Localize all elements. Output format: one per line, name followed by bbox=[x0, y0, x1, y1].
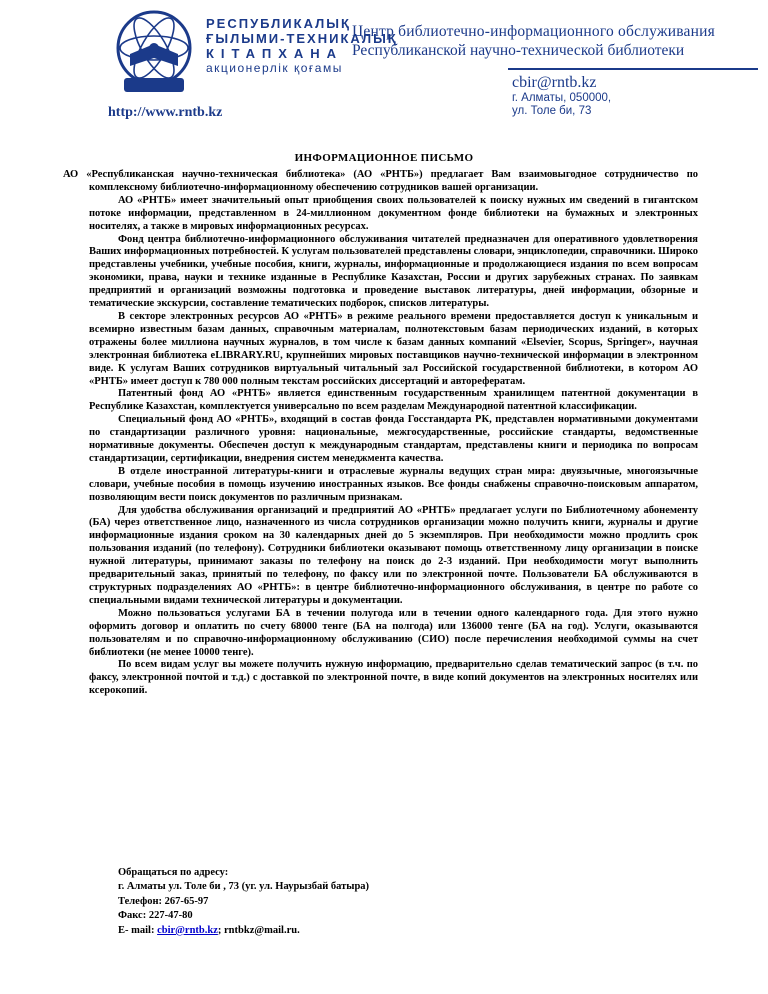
address-heading: Обращаться по адресу: bbox=[118, 867, 229, 878]
paragraph-experience: АО «РНТБ» имеет значительный опыт приобщения своих пользователей к поиску нужных им сведений в гигантском потоке информации, представленном в 24-миллионном документном фонде библиотеки на бумажных и электронных носителях, а также в мировых информационных ресурсах. bbox=[89, 194, 698, 232]
letterhead bbox=[0, 0, 768, 125]
email-link[interactable]: cbir@rntb.kz bbox=[157, 924, 218, 936]
address-fax: Факс: 227-47-80 bbox=[118, 910, 193, 922]
center-title-line-1: Центр библиотечно-информационного обслуживания bbox=[352, 23, 715, 40]
org-line-4: акционерлік қоғамы bbox=[206, 61, 343, 75]
address-email-line bbox=[118, 924, 518, 938]
paragraph-electronic-resources: В секторе электронных ресурсов АО «РНТБ» в режиме реального времени предоставляется доступ к уникальным и всемирно известным базам данных, справочным материалам, полнотекстовым базам периодических изданий, в которых отражены более миллиона научных журналов, в том числе к базам данных компаний «Elsevier, Scopus, Springer», научная электронная библиотека eLIBRARY.RU, крупнейших мировых поставщиков научно-технической информации в электронном виде. К услугам Ваших сотрудников виртуальный читальный зал Российской государственной библиотеки, в котором АО «РНТБ» имеет доступ к 780 000 полным текстам российских диссертаций и авторефератам. bbox=[89, 310, 698, 387]
header-address-line-1: г. Алматы, 050000, bbox=[512, 92, 612, 104]
paragraph-pricing: Можно пользоваться услугами БА в течении полугода или в течении одного календарного года. Для этого нужно оформить договор и оплатить по счету 68000 тенге (БА на полгода) или 136000 тенге (БА на год). Услуги, оказываются пользователям и по справочно-информационному обслуживанию (СИО) после перечисления необходимой суммы на счет библиотеки (не менее 10000 тенге). bbox=[89, 607, 698, 658]
paragraph-fund: Фонд центра библиотечно-информационного обслуживания читателей предназначен для оперативного удовлетворения Ваших информационных потребностей. К услугам пользователей представлены словари, энциклопедии, справочники. Широко представлены учебники, учебные пособия, книги, журналы, информационные и продолжающиеся издания по всем вопросам экономики, права, науки и технике изданные в Республике Казахстан, России и других зарубежных странах. По заявкам предприятий и организаций возможны подготовка и проведение выставок литературы, дней информации, обзорные и тематические экскурсии, составление тематических подборок, списков литературы. bbox=[89, 233, 698, 310]
paragraph-subscription: Для удобства обслуживания организаций и предприятий АО «РНТБ» предлагает услуги по Библиотечному абонементу (БА) через ответственное лицо, назначенного из числа сотрудников организации можно получить книги, журналы и другие информационные издания сроком на 30 календарных дней до 5 экземпляров. При необходимости можно продлить срок пользования изданий (по телефону). Сотрудники библиотеки оказывают помощь ответственному лицу организации в поиске нужной литературы, принимают заказы по телефону на поиск до 2-3 изданий. При необходимости могут выполнить предварительный заказ, принятый по телефону, по факсу или по электронной почте. Пользователи БА обслуживаются в структурных подразделениях АО «РНТБ»: в центре библиотечно-информационного обслуживания, в центре по работе со специальными видами технической литературы и документации. bbox=[89, 504, 698, 606]
header-email[interactable]: cbir@rntb.kz bbox=[512, 74, 597, 91]
paragraph-intro: АО «Республиканская научно-техническая библиотека» (АО «РНТБ») предлагает Вам взаимовыгодное сотрудничество по комплексному библиотечно-информационному обеспечению сотрудников вашей организации. bbox=[63, 169, 698, 193]
paragraph-requests: По всем видам услуг вы можете получить нужную информацию, предварительно сделав тематический запрос (в т.ч. по факсу, электронной почтой и т.д.) с доставкой по электронной почте, в виде копий документов на электронных носителях или ксерокопий. bbox=[89, 659, 698, 697]
contact-box bbox=[508, 68, 758, 119]
paragraph-special-fund: Специальный фонд АО «РНТБ», входящий в состав фонда Госстандарта РК, представлен нормативными документами по стандартизации различного уровня: национальные, межгосударственные, российские стандарты, ведомственные нормативные документы. Обеспечен доступ к международным стандартам, представлены книги и периодика по вопросам стандартизации, сертификации, внедрения систем менеджмента качества. bbox=[89, 414, 698, 464]
website-link[interactable]: http://www.rntb.kz bbox=[108, 105, 223, 120]
address-street: г. Алматы ул. Толе би , 73 (уг. ул. Наурызбай батыра) bbox=[118, 881, 370, 893]
paragraph-foreign-literature: В отделе иностранной литературы-книги и отраслевые журналы ведущих стран мира: двуязычные, многоязычные словари, учебные пособия в помощь изучению иностранных языков. Все фонды снабжены справочно-поисковым аппаратом, позволяющим вести поиск документов по различным признакам. bbox=[89, 465, 698, 503]
email-label: E- mail: bbox=[118, 924, 158, 936]
paragraph-patent-fund: Патентный фонд АО «РНТБ» является единственным государственным хранилищем патентной документации в Республике Казахстан, комплектуется универсально по всем разделам Международной патентной классификации. bbox=[89, 388, 698, 413]
address-phone: Телефон: 267-65-97 bbox=[118, 895, 209, 907]
document-title: ИНФОРМАЦИОННОЕ ПИСЬМО bbox=[294, 152, 474, 164]
center-title bbox=[352, 22, 752, 60]
organization-name bbox=[206, 16, 398, 76]
address-block bbox=[118, 866, 518, 938]
rntb-logo-emblem bbox=[110, 8, 198, 96]
center-title-line-2: Республиканской научно-технической библиотеки bbox=[352, 42, 685, 59]
org-line-1: РЕСПУБЛИКАЛЫҚ bbox=[206, 16, 351, 31]
letter-body bbox=[63, 169, 698, 698]
org-line-2: ҒЫЛЫМИ-ТЕХНИКАЛЫҚ bbox=[206, 31, 398, 46]
email-rest: ; rntbkz@mail.ru. bbox=[217, 924, 300, 936]
header-address-line-2: ул. Толе би, 73 bbox=[512, 105, 592, 117]
org-line-3: КІТАПХАНА bbox=[206, 46, 344, 61]
